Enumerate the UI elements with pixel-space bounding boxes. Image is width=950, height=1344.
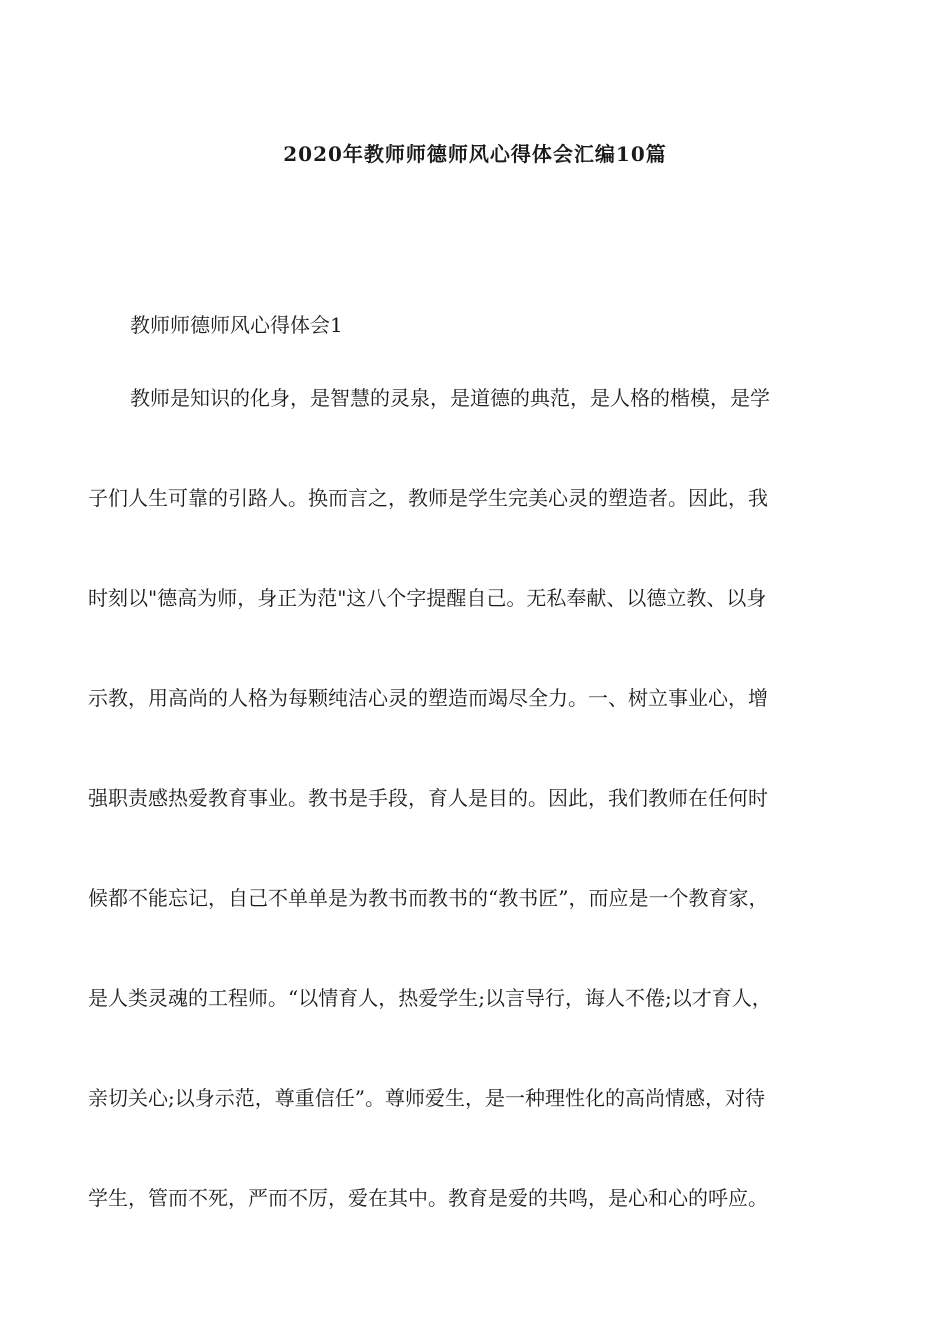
body-line-7: 是人类灵魂的工程师。“以情育人，热爱学生;以言导行，诲人不倦;以才育人， (88, 986, 772, 1010)
body-line-6: 候都不能忘记，自己不单单是为教书而教书的“教书匠”，而应是一个教育家， (88, 886, 769, 910)
body-line-1: 教师是知识的化身，是智慧的灵泉，是道德的典范，是人格的楷模，是学 (130, 386, 770, 410)
body-line-4: 示教，用高尚的人格为每颗纯洁心灵的塑造而竭尽全力。一、树立事业心，增 (88, 686, 768, 710)
document-title: 2020年教师师德师风心得体会汇编10篇 (283, 142, 667, 166)
body-line-2: 子们人生可靠的引路人。换而言之，教师是学生完美心灵的塑造者。因此，我 (88, 486, 768, 510)
section-heading: 教师师德师风心得体会1 (130, 313, 343, 337)
body-line-5: 强职责感热爱教育事业。教书是手段，育人是目的。因此，我们教师在任何时 (88, 786, 768, 810)
body-line-9: 学生，管而不死，严而不厉，爱在其中。教育是爱的共鸣，是心和心的呼应。 (88, 1186, 768, 1210)
body-line-3: 时刻以"德高为师，身正为范"这八个字提醒自己。无私奉献、以德立教、以身 (88, 586, 767, 610)
body-line-8: 亲切关心;以身示范，尊重信任”。尊师爱生，是一种理性化的高尚情感，对待 (88, 1086, 765, 1110)
